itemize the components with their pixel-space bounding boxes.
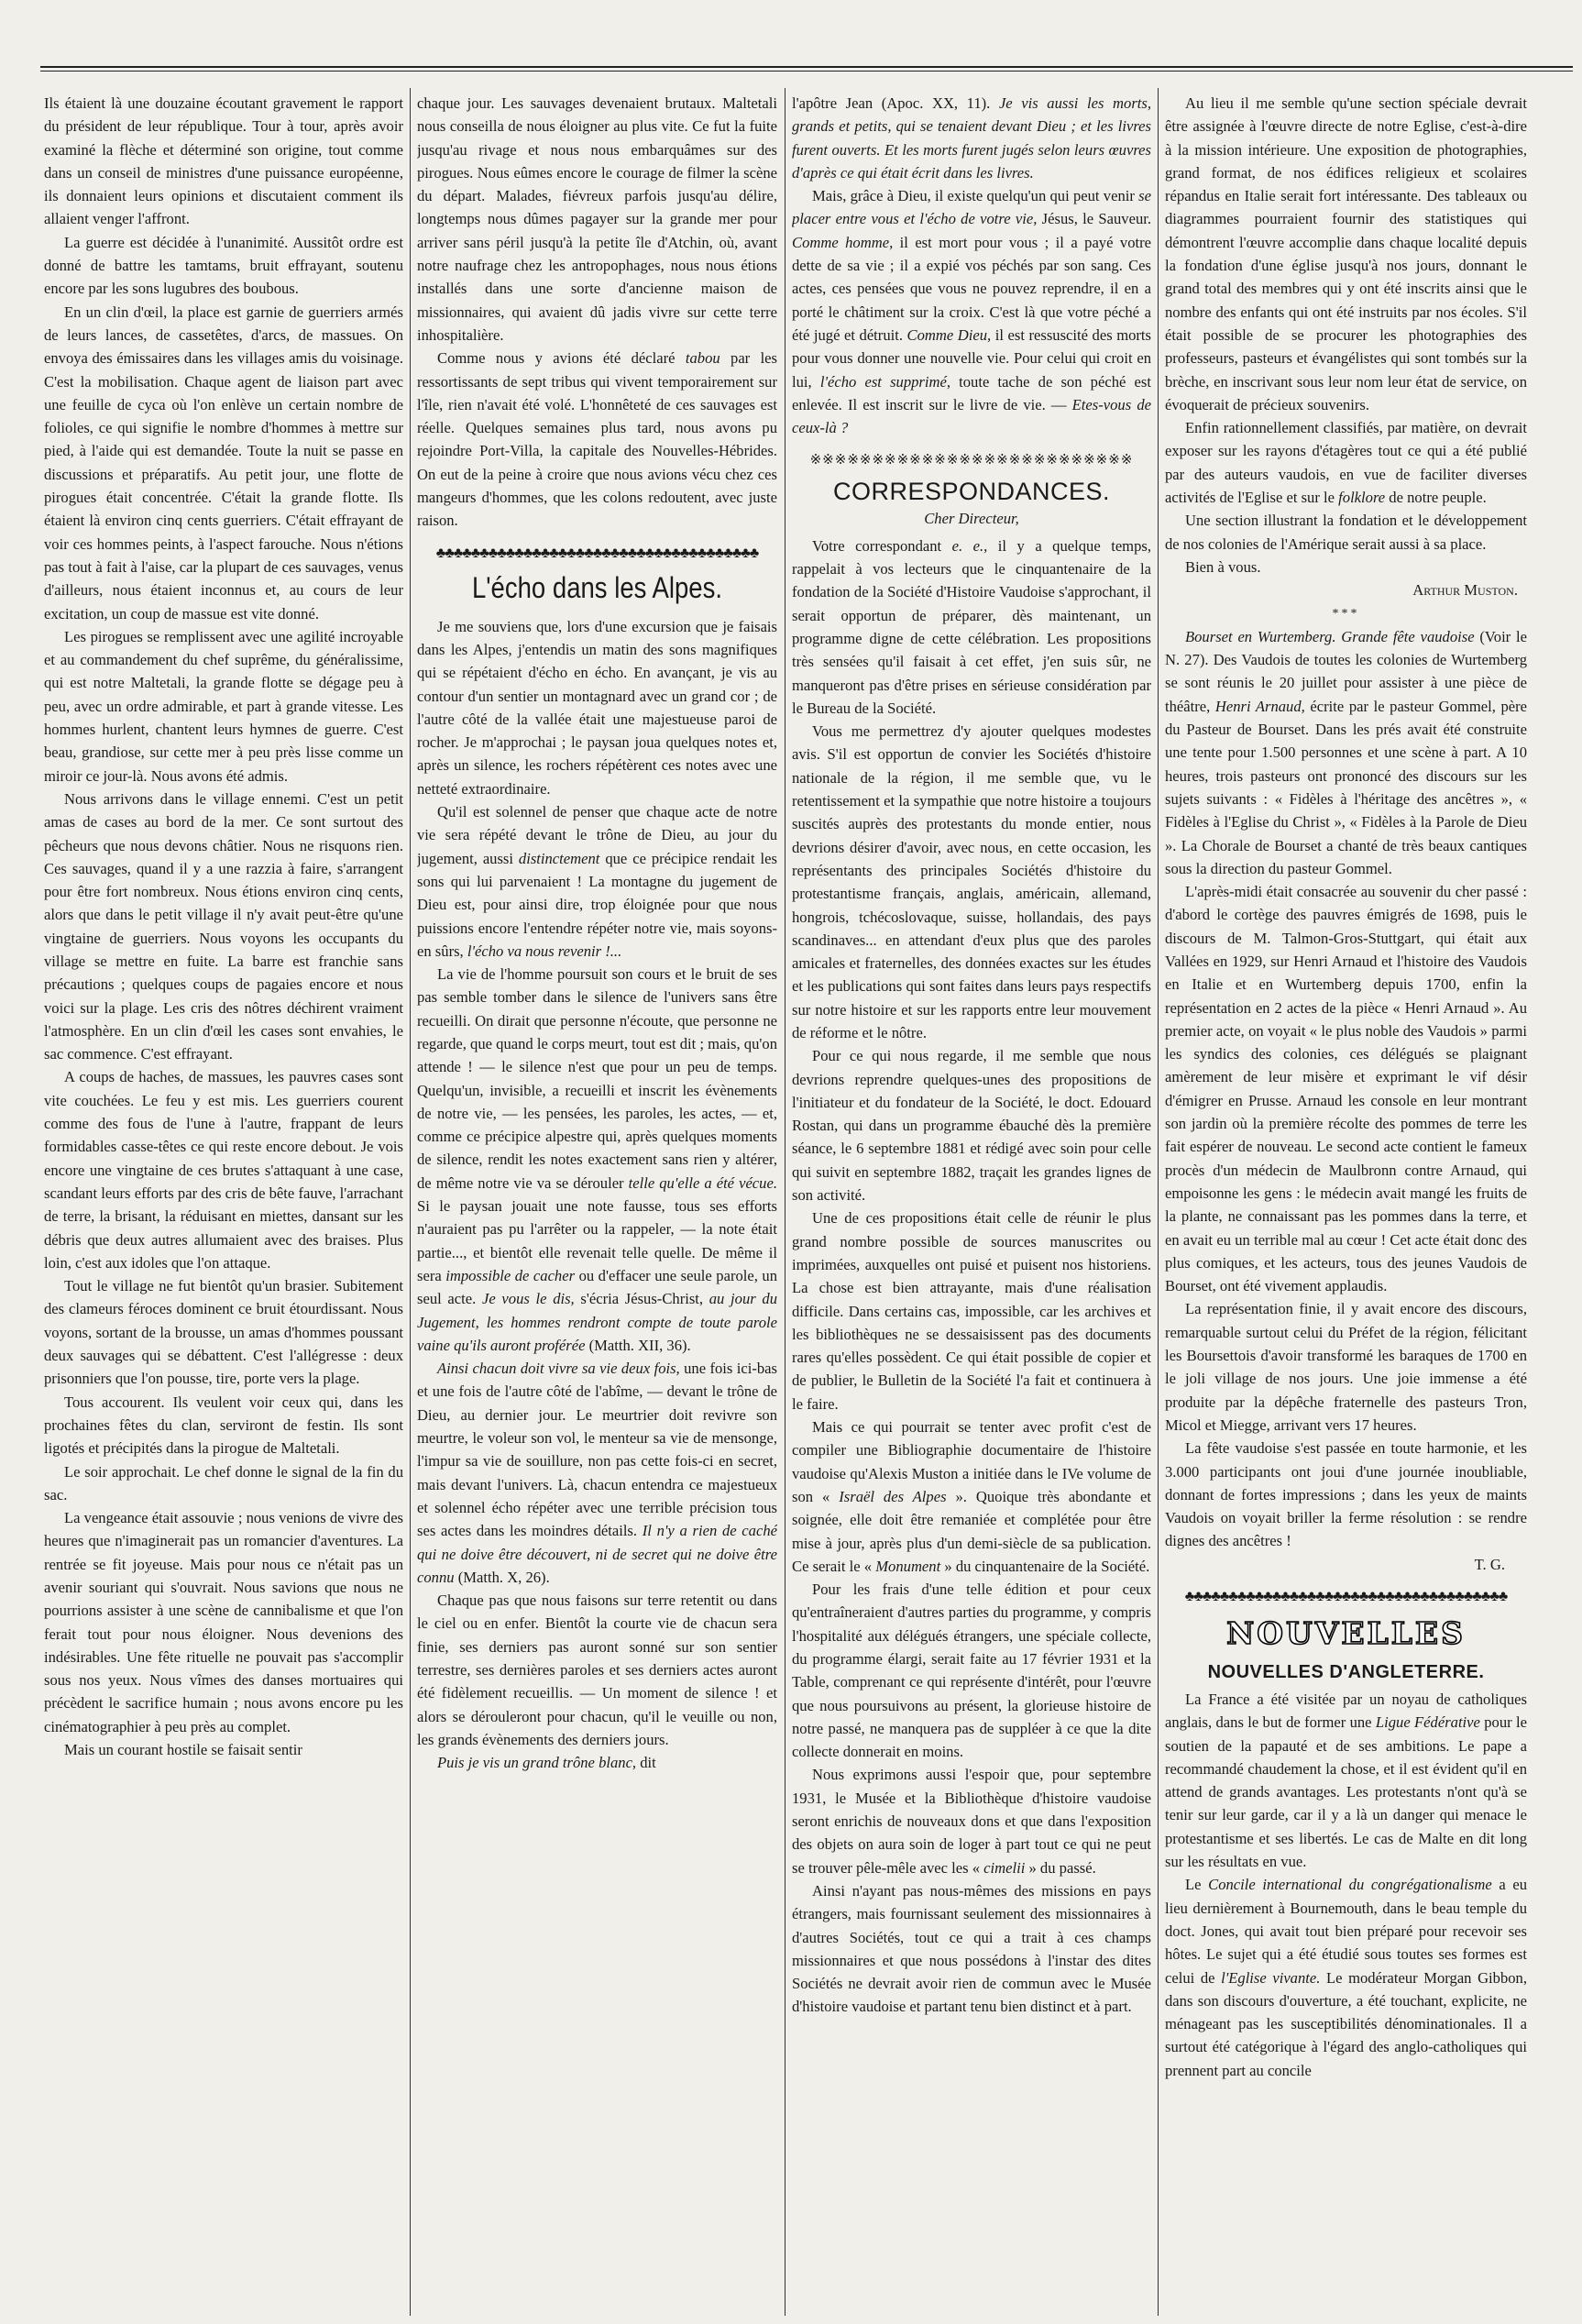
article-title: L'écho dans les Alpes. — [472, 570, 722, 604]
paragraph: Ils étaient là une douzaine écoutant gravement le rapport du président de leur république. Tour à tour, après avoir examiné la flèche et déterminé son origine, tout comme dans un conseil de ministres d'une puissance européenne, ils donnaient leurs opinions et discutaient comment ils allaient venger l'affront. — [44, 94, 403, 228]
paragraph: Enfin rationnellement classifiés, par matière, on devrait exposer sur les rayons d'étagères tout ce qui a été publié par des auteurs vaudois, en vue de faciliter diverses activités de l'Eglise et sur le folklore de notre peuple. — [1165, 419, 1527, 507]
paragraph: Qu'il est solennel de penser que chaque acte de notre vie sera répété devant le trône de Dieu, au jour du jugement, aussi distinctement que ce précipice rendait les sons qui lui parvenaient ! La montagne du jugement de Dieu est, pour ainsi dire, trop éloignée pour que nous puissions encore l'entendre répéter notre vie, mais soyons-en sûrs, l'écho va nous revenir !... — [417, 803, 777, 960]
separator-stars: *** — [1332, 606, 1360, 621]
paragraph: Mais ce qui pourrait se tenter avec profit c'est de compiler une Bibliographie documentaire de l'histoire vaudoise qu'Alexis Muston a initiée dans le IVe volume de son « Israël des Alpes ». Quoique très abondante et soignée, elle doit être remaniée et complétée pour être mise à jour, après plus d'un demi-siècle de sa publication. Ce serait le « Monument » du cinquantenaire de la Société. — [792, 1418, 1151, 1575]
column-separator — [410, 88, 411, 2316]
paragraph: Ainsi chacun doit vivre sa vie deux fois, une fois ici-bas et une fois de l'autre côté de l'abîme, — devant le trône de Dieu, au dernier jour. Le meurtrier doit revivre son meurtre, le voleur son vol, le menteur sa vie de mensonge, l'impur sa vie de souillure, non pas cette fois-ci en secret, mais devant l'univers. Là, chacun entendra ce majestueux et solennel écho répéter avec une terrible précision tous ses actes dans les moindres détails. Il n'y a rien de caché qui ne doive être découvert, ni de secret qui ne doive être connu (Matth. X, 26). — [417, 1360, 777, 1586]
paragraph: Comme nous y avions été déclaré tabou par les ressortissants de sept tribus qui vivent temporairement sur l'île, rien n'avait été volé. L'honnêteté de ces sauvages est réelle. Quelques semaines plus tard, nous avons pu rejoindre Port-Villa, la capitale des Nouvelles-Hébrides. On eut de la peine à croire que nous avions vécu chez ces mangeurs d'hommes, que les colons redoutent, avec juste raison. — [417, 349, 777, 530]
section-ornament: ※※※※※※※※※※※※※※※※※※※※※※※※※※ — [809, 453, 1134, 468]
paragraph: l'apôtre Jean (Apoc. XX, 11). Je vis aussi les morts, grands et petits, qui se tenaient devant Dieu ; et les livres furent ouverts. Et les morts furent jugés selon leurs œuvres d'après ce qui était écrit dans les livres. — [792, 94, 1151, 182]
paragraph: Ainsi n'ayant pas nous-mêmes des missions en pays étrangers, mais fournissant seulement des missionnaires à d'autres Sociétés, tout ce qui a trait à ces champs missionnaires et que nous possédons à l'instar des dites Sociétés ne devrait avoir rien de commun avec le Musée d'histoire vaudoise et partant tenu bien distinct et à part. — [792, 1881, 1151, 2016]
paragraph: Je me souviens que, lors d'une excursion que je faisais dans les Alpes, j'entendis un matin des sons magnifiques qui se répétaient d'écho en écho. En avançant, je vis au contour d'un sentier un montagnard avec un grand cor ; de l'autre côté de la vallée était une majestueuse paroi de rocher. Je m'approchai ; le paysan joua quelques notes et, après un silence, les rochers répétèrent ces notes avec une netteté extraordinaire. — [417, 617, 777, 798]
paragraph: Tous accourent. Ils veulent voir ceux qui, dans les prochaines fêtes du clan, serviront de festin. Ils sont ligotés et précipités dans la pirogue de Maltetali. — [44, 1393, 403, 1458]
paragraph: Nous exprimons aussi l'espoir que, pour septembre 1931, le Musée et la Bibliothèque d'histoire vaudoise seront enrichis de nouveaux dons et que dans l'exposition des objets on aura soin de loger à part tout ce qui ne peut se trouver pêle-mêle avec les « cimelii » du passé. — [792, 1766, 1151, 1877]
column-3 — [792, 92, 1151, 2310]
column-4 — [1165, 92, 1527, 2310]
paragraph: Au lieu il me semble qu'une section spéciale devrait être assignée à l'œuvre directe de notre Eglise, c'est-à-dire à la mission intérieure. Une exposition de photographies, grand format, de nos édifices religieux et scolaires répandus en Italie serait fort intéressante. Des tableaux ou diagrammes pourraient fournir des statistiques qui démontrent l'œuvre accomplie dans chaque localité depuis la fondation d'une église jusqu'à nos jours, donnant le grand total des membres qui y ont été inscrits ainsi que le nombre des enfants qui ont été instruits par nos écoles. S'il était possible de se procurer les photographies des professeurs, pasteurs et évangélistes qui sont tombés sur la brèche, en inscrivant sous leur nom leur état de service, on évoquerait de précieux souvenirs. — [1165, 94, 1527, 413]
paragraph: La vie de l'homme poursuit son cours et le bruit de ses pas semble tomber dans le silence de l'univers sans être recueilli. On dirait que personne n'écoute, que personne ne regarde, que quand le corps meurt, tout est dit ; mais, qu'on attende ! — le silence n'est que pour un peu de temps. Quelqu'un, invisible, a recueilli et inscrit les évènements de notre vie, — les pensées, les paroles, les actes, — et, comme ce précipice alpestre qui, après quelques moments de silence, rendit les notes exactement sans rien y altérer, de même notre vie va se dérouler telle qu'elle a été vécue. Si le paysan jouait une note fausse, tous ses efforts n'auraient pas pu l'arrêter ou la rappeler, — la note était partie..., et bientôt elle revenait telle quelle. De même il sera impossible de cacher ou d'effacer une seule parole, un seul acte. Je vous le dis, s'écria Jésus-Christ, au jour du Jugement, les hommes rendront compte de toute parole vaine qu'ils auront proférée (Matth. XII, 36). — [417, 965, 777, 1354]
paragraph: La vengeance était assouvie ; nous venions de vivre des heures que n'imaginerait pas un romancier d'aventures. La rentrée se fit joyeuse. Mais pour nous ce n'était pas un avenir souriant qui s'ouvrait. Nous savions que nous ne pourrions assister à une scène de cannibalisme et que l'on ferait tout pour nous éloigner. Nous devenions des indésirables. Une fête rituelle ne pouvait pas s'accomplir sous nos yeux. Nous vîmes des danses mortuaires qui précèdent le sacrifice humain ; nous avons encore pu les cinématographier à peu près au complet. — [44, 1509, 403, 1735]
paragraph: La guerre est décidée à l'unanimité. Aussitôt ordre est donné de battre les tamtams, bruit effrayant, soutenu encore par les sons lugubres des boubous. — [44, 233, 403, 298]
column-separator — [785, 88, 786, 2316]
paragraph: La France a été visitée par un noyau de catholiques anglais, dans le but de former une Ligue Fédérative pour le soutien de la papauté et de ses ambitions. Le pape a recommandé chaudement la chose, et il est évident qu'il en attend de grands avantages. Les protestants n'ont qu'à se tenir sur leur garde, car il y a là un danger qui menace le protestantisme et ses libertés. Le cas de Malte en dit long sur les résultats en vue. — [1165, 1691, 1527, 1871]
paragraph: Vous me permettrez d'y ajouter quelques modestes avis. S'il est opportun de convier les Sociétés d'histoire nationale de la région, il me semble que, vu le retentissement et la sympathie que notre histoire a toujours suscités auprès des protestants du monde entier, nous devrions désirer d'avoir, avec nous, en cette occasion, les représentants des principales Sociétés d'histoire du protestantisme français, anglais, américain, allemand, hongrois, tchécoslovaque, suisse, hollandais, des pays scandinaves... en attendant d'eux plus que des paroles amicales et fraternelles, des données exactes sur les études et les publications qui sont faites dans leurs pays respectifs sur notre histoire et sur les rapports entre leur mouvement de réforme et le nôtre. — [792, 722, 1151, 1041]
paragraph: Puis je vis un grand trône blanc, dit — [437, 1754, 656, 1772]
paragraph: Une de ces propositions était celle de réunir le plus grand nombre possible de sources manuscrites ou imprimées, auxquelles ont puisé et puisent nos historiens. La chose est bien attrayante, mais d'une réalisation difficile. Dans certains cas, impossible, car les archives et les bibliothèques ne se dessaisissent pas des documents rares qu'elles possèdent. Ce qui était possible de copier et de publier, le Bulletin de la Société l'a fait et continuera à le faire. — [792, 1209, 1151, 1413]
column-separator — [1158, 88, 1159, 2316]
news-banner: NOUVELLES — [1226, 1615, 1466, 1651]
paragraph: Mais un courant hostile se faisait sentir — [64, 1741, 302, 1759]
top-rule — [40, 66, 1573, 68]
section-ornament: ♣♣♣♣♣♣♣♣♣♣♣♣♣♣♣♣♣♣♣♣♣♣♣♣♣♣♣♣♣♣♣♣♣♣♣♣♣ — [1184, 1589, 1508, 1604]
paragraph: Votre correspondant e. e., il y a quelque temps, rappelait à vos lecteurs que le cinquantenaire de la fondation de la Société d'Histoire Vaudoise s'approchant, il serait opportun de préparer, dès maintenant, un programme digne de cette célébration. Les propositions très sensées qu'il faisait à cet effet, j'en suis sûr, ne manqueront pas d'être prises en sérieuse considération par le Bureau de la Société. — [792, 536, 1151, 717]
paragraph: Les pirogues se remplissent avec une agilité incroyable et au commandement du chef suprême, du généralissime, qui est notre Maltetali, la grande flotte se dégage peu à peu, avec un ordre admirable, et part à grande vitesse. Les hommes hurlent, chantent leurs hymnes de guerre. C'est beau, grandiose, sur cette mer à peu près lisse comme un miroir ce jour-là. Nous avons été admis. — [44, 627, 403, 785]
paragraph: La fête vaudoise s'est passée en toute harmonie, et les 3.000 participants ont joui d'une journée inoubliable, donnant de fortes impressions ; dans les yeux de maints Vaudois on voyait briller la ferme résolution : se rendre dignes des ancêtres ! — [1165, 1439, 1527, 1550]
column-2 — [417, 92, 777, 2310]
paragraph: chaque jour. Les sauvages devenaient brutaux. Maltetali nous conseilla de nous éloigner au plus vite. Ce fut la fuite jusqu'au rivage et nous nous embarquâmes sur des pirogues. Nous eûmes encore le courage de filmer la scène du départ. Malades, fiévreux parfois jusqu'au délire, longtemps nous dûmes pagayer sur la grande mer pour arriver sans péril jusqu'à la petite île d'Atchin, où, avant notre naufrage chez les antropophages, nous nous étions installés dans une sorte d'ancienne maison de missionnaires, qui avaient dû jadis vivre sur cette terre inhospitalière. — [417, 94, 777, 344]
section-title: CORRESPONDANCES. — [832, 478, 1111, 506]
paragraph: Nous arrivons dans le village ennemi. C'est un petit amas de cases au bord de la mer. Ce sont surtout des pêcheurs que nous devons châtier. Nous ne risquons rien. Ces sauvages, quand il y a une razzia à faire, s'arrangent pour être fort nombreux. Nous étions environ cinq cents, alors que dans le petit village il n'y avait peut-être qu'une vingtaine de guerriers. Nous voyons les occupants du village se mettre en fuite. La barre est franchie sans précautions ; quelques coups de pagaies encore et nous voici sur la plage. Les cris des nôtres déchirent vraiment l'atmosphère. En un clin d'œil les cases sont envahies, le sac commence. C'est effrayant. — [44, 789, 403, 1063]
section-ornament: ♣♣♣♣♣♣♣♣♣♣♣♣♣♣♣♣♣♣♣♣♣♣♣♣♣♣♣♣♣♣♣♣♣♣♣♣♣ — [435, 545, 759, 561]
paragraph: Bien à vous. — [1185, 557, 1261, 576]
paragraph: Le soir approchait. Le chef donne le signal de la fin du sac. — [44, 1462, 403, 1503]
paragraph: Bourset en Wurtemberg. Grande fête vaudoise (Voir le N. 27). Des Vaudois de toutes les colonies de Wurtemberg se sont réunis le 20 juillet pour assister à une pièce de théâtre, Henri Arnaud, écrite par le pasteur Gommel, père du Pasteur de Bourset. Dans les prés avait été construite une tente pour 1.500 personnes et une scène à part. A 10 heures, trois pasteurs ont prononcé des discours sur les sujets suivants : « Fidèles à l'héritage des ancêtres », « Fidèles à l'Eglise du Christ », « Fidèles à la Parole de Dieu ». La Chorale de Bourset a chanté de très beaux cantiques sous la direction du pasteur Gommel. — [1165, 627, 1527, 877]
paragraph: En un clin d'œil, la place est garnie de guerriers armés de leurs lances, de cassetêtes, d'arcs, de massues. On envoya des émissaires dans les villages amis du voisinage. C'est la mobilisation. Chaque agent de liaison part avec une feuille de cyca où l'on enlève un certain nombre de folioles, ce qui signifie le nombre d'hommes à mettre sur pied, à l'aide qui est demandée. Toute la nuit se passe en discussions et préparatifs. Au petit jour, une flotte de pirogues était concentrée. C'était la grande flotte. Ils étaient là environ cinq cents guerriers. C'était effrayant de voir ces hommes peints, à l'aspect farouche. Nous n'étions pas tout à fait à l'aise, car la plupart de ces sauvages, venus d'ailleurs, nous étaient inconnus et, au cours de leur excitation, un coup de massue est vite donné. — [44, 303, 403, 622]
paragraph: Le Concile international du congrégationalisme a eu lieu dernièrement à Bournemouth, dans le beau temple du doct. Jones, qui avait tout bien préparé pour recevoir ses hôtes. Le sujet qui a été étudié sous toutes ses formes est celui de l'Eglise vivante. Le modérateur Morgan Gibbon, dans son discours d'ouverture, a été touchant, explicite, ne ménageant pas les susceptibilités dénominationales. Il a surtout été catégorique à l'égard des anglo-catholiques qui prennent part au concile — [1165, 1876, 1527, 2079]
paragraph: Chaque pas que nous faisons sur terre retentit ou dans le ciel ou en enfer. Bientôt la courte vie de chacun sera finie, ses derniers pas auront sonné sur son sentier terrestre, ses dernières paroles et ses derniers actes auront été fidèlement recueillis. — Un moment de silence ! et alors se dérouleront pour chacun, qu'il le veuille ou non, les grands évènements des derniers jours. — [417, 1592, 777, 1748]
paragraph: Tout le village ne fut bientôt qu'un brasier. Subitement des clameurs féroces dominent ce bruit étourdissant. Nous voyons, sortant de la brousse, un amas d'hommes poussant deux sauvages qui se débattent. C'est l'allégresse : deux prisonniers que l'on pousse, tire, porte vers la plage. — [44, 1277, 403, 1388]
column-1 — [44, 92, 403, 2310]
paragraph: Mais, grâce à Dieu, il existe quelqu'un qui peut venir se placer entre vous et l'écho de votre vie, Jésus, le Sauveur. Comme homme, il est mort pour vous ; il a payé votre dette de sa vie ; il a expié vos péchés par son sang. Ces actes, ces pensées que vous ne pouvez reprendre, il en a porté le châtiment sur la croix. C'est là que votre péché a été jugé et détruit. Comme Dieu, il est ressuscité des morts pour vous donner une nouvelle vie. Pour celui qui croit en lui, l'écho est supprimé, toute tache de son péché est enlevée. Il est inscrit sur le livre de vie. — Etes-vous de ceux-là ? — [792, 187, 1151, 437]
salutation: Cher Directeur, — [924, 510, 1019, 528]
signature: T. G. — [1474, 1555, 1505, 1573]
paragraph: Pour les frais d'une telle édition et pour ceux qu'entraîneraient d'autres parties du programme, y compris l'hospitalité aux délégués étrangers, une spéciale collecte, du programme élargi, serait faite au 17 février 1931 et la Table, comprenant ce qui représente d'intérêt, pour l'œuvre que nous poursuivons au présent, la glorieuse histoire de notre passé, ne manquera pas de suppléer à ce que la dite collecte donnerait en moins. — [792, 1581, 1151, 1761]
paragraph: La représentation finie, il y avait encore des discours, remarquable surtout celui du Préfet de la région, félicitant les Boursettois d'avoir transformé les baraques de 1700 en le joli village de nos jours. Une joie immense a été produite par la dépêche fraternelle des pasteurs Tron, Micol et Miegge, arrivant vers 17 heures. — [1165, 1300, 1527, 1434]
signature: Arthur Muston. — [1412, 581, 1518, 600]
paragraph: Une section illustrant la fondation et le développement de nos colonies de l'Amérique serait aussi à sa place. — [1165, 512, 1527, 553]
paragraph: L'après-midi était consacrée au souvenir du cher passé : d'abord le cortège des pauvres émigrés de 1698, puis le discours de M. Talmon-Gros-Stuttgart, qui était aux Vallées en 1929, sur Henri Arnaud et l'histoire des Vaudois en Italie et en Wurtemberg depuis 1700, enfin la représentation en 2 actes de la pièce « Henri Arnaud ». Au premier acte, on voyait « le plus noble des Vaudois » parmi les syndics des colonies, ces délégués se plaignant amèrement de leur misère et exprimant le vif désir d'émigrer en Prusse. Arnaud les console en leur montrant son jardin où la première récolte des pommes de terre les fait espérer de nouveau. Le second acte contient le fameux procès d'un médecin de Maulbronn contre Arnaud, qui empoisonne les gens : le médecin avait mangé les fruits de la plante, ne connaissant pas les pommes dans la terre, et en avait eu un terrible mal au cœur ! Cet acte était donc des plus comiques, et les acteurs, tous des jeunes Vaudois de Bourset, ont été vivement applaudis. — [1165, 883, 1527, 1295]
paragraph: A coups de haches, de massues, les pauvres cases sont vite couchées. Le feu y est mis. Les guerriers courent comme des fous de l'une à l'autre, frappant de leurs formidables casse-têtes ce qui reste encore debout. Je vois encore une vingtaine de ces brutes s'attaquant à une case, scandant leurs efforts par des cris de bête fauve, l'arrachant de terre, la brisant, la réduisant en miettes, dansant sur les débris que deux autres allumaient avec des braises. Plus loin, c'est aux idoles que l'on attaque. — [44, 1068, 403, 1272]
paragraph: Pour ce qui nous regarde, il me semble que nous devrions reprendre quelques-unes des propositions de l'initiateur et du fondateur de la Société, le doct. Edouard Rostan, qui dans un programme ébauché dès la première séance, le 6 septembre 1881 et rédigé avec soin pour celle qui suivit en septembre 1882, traçait les grandes lignes de son activité. — [792, 1047, 1151, 1205]
top-rule-thin — [40, 71, 1573, 72]
section-subtitle: NOUVELLES D'ANGLETERRE. — [1207, 1662, 1485, 1682]
